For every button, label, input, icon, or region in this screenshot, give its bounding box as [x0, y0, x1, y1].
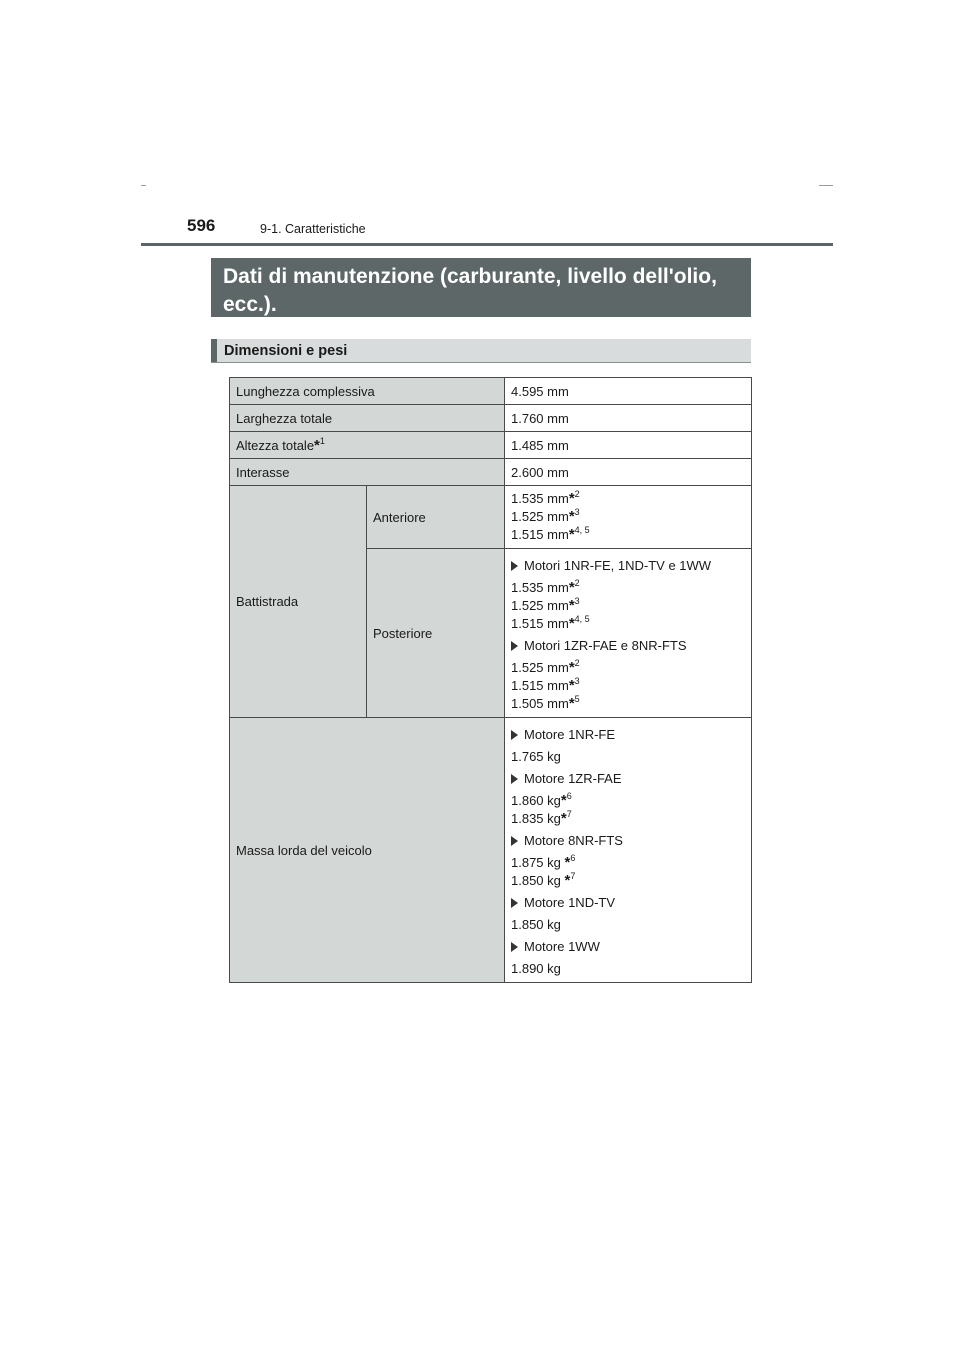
- footnote-number: 4, 5: [574, 525, 590, 535]
- row-value: 1.485 mm: [505, 432, 752, 459]
- table-row: [230, 718, 752, 983]
- value-text: 1.515 mm: [511, 616, 569, 631]
- footnote-number: 2: [574, 489, 580, 499]
- value-line: [511, 615, 745, 633]
- footnote-marker: *: [568, 615, 575, 632]
- table-row: [230, 432, 752, 459]
- value-line: [511, 695, 745, 713]
- footnote-marker: *: [564, 872, 571, 889]
- mass-values: [505, 718, 752, 983]
- crop-mark-left: [141, 185, 146, 186]
- footnote-number: 3: [574, 676, 580, 686]
- row-label: [230, 432, 505, 459]
- spec-table: [229, 377, 752, 983]
- value-line: [511, 748, 745, 766]
- page-title: Dati di manutenzione (carburante, livello dell'olio, ecc.).: [211, 258, 751, 317]
- engine-heading: [511, 770, 745, 788]
- value-text: 1.850 kg: [511, 873, 565, 888]
- footnote-marker: *: [568, 490, 575, 507]
- footnote-marker: *: [568, 677, 575, 694]
- row-label: Interasse: [230, 459, 505, 486]
- engine-heading-text: Motore 1ZR-FAE: [524, 771, 622, 786]
- footnote-marker: *: [568, 659, 575, 676]
- track-rear-label: Posteriore: [367, 549, 505, 718]
- engine-heading: [511, 938, 745, 956]
- row-value: 1.760 mm: [505, 405, 752, 432]
- row-value: 2.600 mm: [505, 459, 752, 486]
- footnote-number: 1: [319, 435, 325, 446]
- footnote-marker: *: [564, 854, 571, 871]
- arrow-right-icon: [511, 898, 518, 908]
- value-line: [511, 854, 745, 872]
- value-line: [511, 872, 745, 890]
- subsection-heading: Dimensioni e pesi: [211, 339, 751, 363]
- value-text: 1.515 mm: [511, 527, 569, 542]
- arrow-right-icon: [511, 641, 518, 651]
- footnote-number: 7: [570, 871, 576, 881]
- row-label: Lunghezza complessiva: [230, 378, 505, 405]
- value-text: 1.535 mm: [511, 580, 569, 595]
- footnote-number: 3: [574, 596, 580, 606]
- footnote-number: 3: [574, 507, 580, 517]
- engine-heading-text: Motori 1NR-FE, 1ND-TV e 1WW: [524, 558, 712, 573]
- value-text: 1.515 mm: [511, 678, 569, 693]
- table-row: [230, 486, 752, 549]
- value-text: 1.525 mm: [511, 660, 569, 675]
- value-text: 1.890 kg: [511, 961, 561, 976]
- track-front-values: [505, 486, 752, 549]
- value-line: [511, 659, 745, 677]
- footnote-number: 2: [574, 578, 580, 588]
- footnote-marker: *: [568, 526, 575, 543]
- value-line: [511, 490, 745, 508]
- engine-heading-text: Motori 1ZR-FAE e 8NR-FTS: [524, 638, 687, 653]
- value-line: [511, 579, 745, 597]
- value-line: [511, 960, 745, 978]
- engine-heading: [511, 832, 745, 850]
- footnote-marker: *: [568, 579, 575, 596]
- footnote-marker: *: [560, 792, 567, 809]
- header-rule: [141, 243, 833, 246]
- footnote-number: 4, 5: [574, 614, 590, 624]
- value-text: 1.535 mm: [511, 491, 569, 506]
- table-row: [230, 459, 752, 486]
- crop-mark-right: [819, 185, 833, 186]
- engine-heading-text: Motore 1NR-FE: [524, 727, 616, 742]
- value-line: [511, 526, 745, 544]
- footnote-number: 2: [574, 658, 580, 668]
- value-line: [511, 810, 745, 828]
- row-label: Larghezza totale: [230, 405, 505, 432]
- engine-heading-text: Motore 1WW: [524, 939, 600, 954]
- arrow-right-icon: [511, 942, 518, 952]
- table-row: [230, 405, 752, 432]
- table-row: [230, 378, 752, 405]
- value-text: 1.525 mm: [511, 509, 569, 524]
- engine-heading-text: Motore 8NR-FTS: [524, 833, 623, 848]
- mass-label: Massa lorda del veicolo: [230, 718, 505, 983]
- row-value: 4.595 mm: [505, 378, 752, 405]
- footnote-number: 5: [574, 694, 580, 704]
- value-line: [511, 677, 745, 695]
- arrow-right-icon: [511, 836, 518, 846]
- value-line: [511, 597, 745, 615]
- value-line: [511, 792, 745, 810]
- row-label-text: Altezza totale: [236, 437, 315, 453]
- footnote-marker: *: [568, 597, 575, 614]
- arrow-right-icon: [511, 730, 518, 740]
- value-text: 1.525 mm: [511, 598, 569, 613]
- value-text: 1.850 kg: [511, 917, 561, 932]
- value-text: 1.860 kg: [511, 793, 561, 808]
- footnote-number: 6: [570, 853, 576, 863]
- arrow-right-icon: [511, 774, 518, 784]
- arrow-right-icon: [511, 561, 518, 571]
- value-text: 1.835 kg: [511, 811, 561, 826]
- footnote-marker: *: [314, 436, 320, 454]
- page-number: 596: [187, 216, 216, 235]
- value-text: 1.875 kg: [511, 855, 565, 870]
- track-label: Battistrada: [230, 486, 367, 718]
- engine-heading: [511, 637, 745, 655]
- footnote-marker: *: [560, 810, 567, 827]
- value-text: 1.765 kg: [511, 749, 561, 764]
- footnote-number: 6: [566, 791, 572, 801]
- engine-heading: [511, 557, 745, 575]
- engine-heading: [511, 726, 745, 744]
- track-front-label: Anteriore: [367, 486, 505, 549]
- footnote-marker: *: [568, 695, 575, 712]
- footnote-number: 7: [566, 809, 572, 819]
- footnote-marker: *: [568, 508, 575, 525]
- engine-heading-text: Motore 1ND-TV: [524, 895, 616, 910]
- section-label: 9-1. Caratteristiche: [260, 222, 366, 236]
- value-text: 1.505 mm: [511, 696, 569, 711]
- track-rear-values: [505, 549, 752, 718]
- value-line: [511, 508, 745, 526]
- value-line: [511, 916, 745, 934]
- engine-heading: [511, 894, 745, 912]
